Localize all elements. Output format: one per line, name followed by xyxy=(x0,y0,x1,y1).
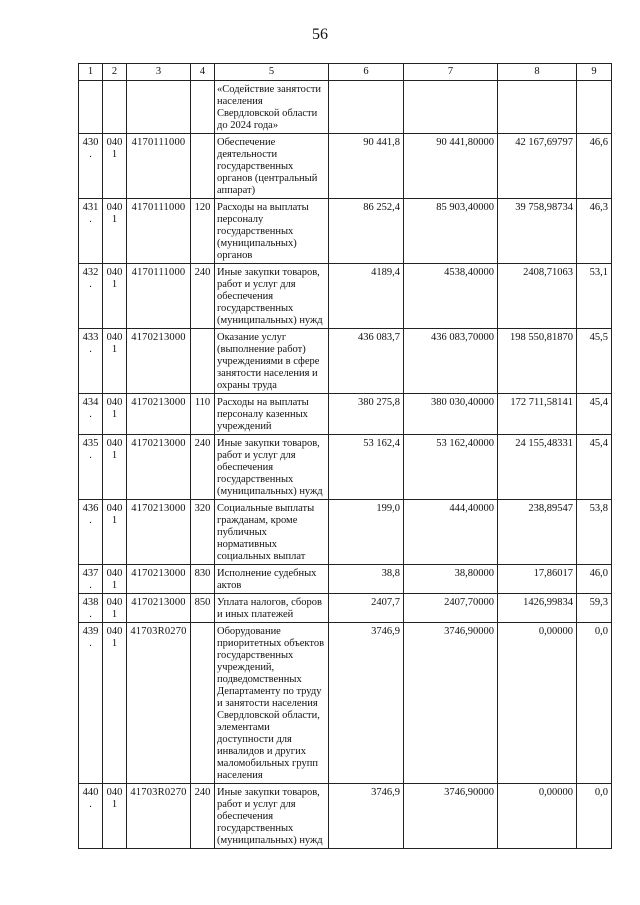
section-code-cell: 0401 xyxy=(103,199,127,264)
executed-amount-cell xyxy=(498,81,577,134)
execution-percent-cell: 53,8 xyxy=(577,500,612,565)
execution-percent-cell xyxy=(577,81,612,134)
approved-amount-cell: 199,0 xyxy=(329,500,404,565)
item-name-cell: Оборудование приоритетных объектов государственных учреждений, подведомственных Департаменту по труду и занятости населения Свердловской области, элементами доступности для инвалидов и других маломобильных групп населения xyxy=(215,623,329,784)
execution-percent-cell: 45,4 xyxy=(577,394,612,435)
item-name-cell: Иные закупки товаров, работ и услуг для обеспечения государственных (муниципальных) нужд xyxy=(215,435,329,500)
header-cell: 8 xyxy=(498,64,577,81)
header-cell: 6 xyxy=(329,64,404,81)
execution-percent-cell: 0,0 xyxy=(577,784,612,849)
row-number-cell: 430. xyxy=(79,134,103,199)
row-number-cell xyxy=(79,81,103,134)
row-number-cell: 439. xyxy=(79,623,103,784)
target-article-cell: 4170213000 xyxy=(127,435,191,500)
table-row xyxy=(79,565,612,594)
table-row xyxy=(79,264,612,329)
table-row xyxy=(79,594,612,623)
refined-amount-cell: 3746,90000 xyxy=(404,623,498,784)
row-number-cell: 440. xyxy=(79,784,103,849)
item-name-cell: Расходы на выплаты персоналу казенных учреждений xyxy=(215,394,329,435)
target-article-cell xyxy=(127,81,191,134)
item-name-cell: «Содействие занятости населения Свердловской области до 2024 года» xyxy=(215,81,329,134)
expense-type-cell: 240 xyxy=(191,435,215,500)
approved-amount-cell xyxy=(329,81,404,134)
section-code-cell: 0401 xyxy=(103,784,127,849)
expense-type-cell: 320 xyxy=(191,500,215,565)
execution-percent-cell: 45,5 xyxy=(577,329,612,394)
target-article-cell: 4170213000 xyxy=(127,329,191,394)
executed-amount-cell: 42 167,69797 xyxy=(498,134,577,199)
approved-amount-cell: 86 252,4 xyxy=(329,199,404,264)
approved-amount-cell: 4189,4 xyxy=(329,264,404,329)
approved-amount-cell: 3746,9 xyxy=(329,784,404,849)
section-code-cell: 0401 xyxy=(103,329,127,394)
header-cell: 7 xyxy=(404,64,498,81)
approved-amount-cell: 53 162,4 xyxy=(329,435,404,500)
refined-amount-cell: 53 162,40000 xyxy=(404,435,498,500)
table-body xyxy=(79,64,612,849)
section-code-cell: 0401 xyxy=(103,134,127,199)
executed-amount-cell: 0,00000 xyxy=(498,623,577,784)
expense-type-cell xyxy=(191,623,215,784)
page-number: 56 xyxy=(312,26,328,43)
header-cell: 2 xyxy=(103,64,127,81)
execution-percent-cell: 53,1 xyxy=(577,264,612,329)
item-name-cell: Иные закупки товаров, работ и услуг для обеспечения государственных (муниципальных) нужд xyxy=(215,784,329,849)
target-article-cell: 4170213000 xyxy=(127,565,191,594)
target-article-cell: 41703R0270 xyxy=(127,784,191,849)
executed-amount-cell: 1426,99834 xyxy=(498,594,577,623)
expense-type-cell xyxy=(191,329,215,394)
header-cell: 5 xyxy=(215,64,329,81)
execution-percent-cell: 45,4 xyxy=(577,435,612,500)
row-number-cell: 437. xyxy=(79,565,103,594)
target-article-cell: 4170111000 xyxy=(127,134,191,199)
refined-amount-cell: 3746,90000 xyxy=(404,784,498,849)
expense-type-cell: 850 xyxy=(191,594,215,623)
target-article-cell: 4170213000 xyxy=(127,500,191,565)
row-number-cell: 433. xyxy=(79,329,103,394)
refined-amount-cell xyxy=(404,81,498,134)
executed-amount-cell: 24 155,48331 xyxy=(498,435,577,500)
header-cell: 9 xyxy=(577,64,612,81)
section-code-cell xyxy=(103,81,127,134)
header-cell: 3 xyxy=(127,64,191,81)
target-article-cell: 4170213000 xyxy=(127,594,191,623)
section-code-cell: 0401 xyxy=(103,594,127,623)
table-row xyxy=(79,81,612,134)
section-code-cell: 0401 xyxy=(103,394,127,435)
refined-amount-cell: 436 083,70000 xyxy=(404,329,498,394)
expense-type-cell: 110 xyxy=(191,394,215,435)
executed-amount-cell: 0,00000 xyxy=(498,784,577,849)
row-number-cell: 434. xyxy=(79,394,103,435)
expense-type-cell: 240 xyxy=(191,784,215,849)
table-row xyxy=(79,500,612,565)
item-name-cell: Обеспечение деятельности государственных органов (центральный аппарат) xyxy=(215,134,329,199)
header-cell: 4 xyxy=(191,64,215,81)
approved-amount-cell: 3746,9 xyxy=(329,623,404,784)
refined-amount-cell: 4538,40000 xyxy=(404,264,498,329)
item-name-cell: Уплата налогов, сборов и иных платежей xyxy=(215,594,329,623)
refined-amount-cell: 85 903,40000 xyxy=(404,199,498,264)
executed-amount-cell: 198 550,81870 xyxy=(498,329,577,394)
row-number-cell: 431. xyxy=(79,199,103,264)
execution-percent-cell: 46,3 xyxy=(577,199,612,264)
table-row xyxy=(79,134,612,199)
section-code-cell: 0401 xyxy=(103,565,127,594)
refined-amount-cell: 380 030,40000 xyxy=(404,394,498,435)
target-article-cell: 4170111000 xyxy=(127,199,191,264)
refined-amount-cell: 38,80000 xyxy=(404,565,498,594)
table-row xyxy=(79,784,612,849)
approved-amount-cell: 380 275,8 xyxy=(329,394,404,435)
executed-amount-cell: 2408,71063 xyxy=(498,264,577,329)
executed-amount-cell: 238,89547 xyxy=(498,500,577,565)
executed-amount-cell: 17,86017 xyxy=(498,565,577,594)
target-article-cell: 4170213000 xyxy=(127,394,191,435)
row-number-cell: 436. xyxy=(79,500,103,565)
execution-percent-cell: 46,6 xyxy=(577,134,612,199)
expense-type-cell xyxy=(191,134,215,199)
section-code-cell: 0401 xyxy=(103,435,127,500)
refined-amount-cell: 2407,70000 xyxy=(404,594,498,623)
executed-amount-cell: 172 711,58141 xyxy=(498,394,577,435)
header-cell: 1 xyxy=(79,64,103,81)
approved-amount-cell: 2407,7 xyxy=(329,594,404,623)
item-name-cell: Оказание услуг (выполнение работ) учреждениями в сфере занятости населения и охраны труда xyxy=(215,329,329,394)
item-name-cell: Исполнение судебных актов xyxy=(215,565,329,594)
table-row xyxy=(79,199,612,264)
table-row xyxy=(79,623,612,784)
expense-type-cell xyxy=(191,81,215,134)
execution-percent-cell: 46,0 xyxy=(577,565,612,594)
section-code-cell: 0401 xyxy=(103,264,127,329)
approved-amount-cell: 38,8 xyxy=(329,565,404,594)
table-row xyxy=(79,435,612,500)
expense-type-cell: 240 xyxy=(191,264,215,329)
target-article-cell: 4170111000 xyxy=(127,264,191,329)
execution-percent-cell: 59,3 xyxy=(577,594,612,623)
row-number-cell: 432. xyxy=(79,264,103,329)
execution-percent-cell: 0,0 xyxy=(577,623,612,784)
item-name-cell: Иные закупки товаров, работ и услуг для обеспечения государственных (муниципальных) нужд xyxy=(215,264,329,329)
section-code-cell: 0401 xyxy=(103,623,127,784)
approved-amount-cell: 90 441,8 xyxy=(329,134,404,199)
section-code-cell: 0401 xyxy=(103,500,127,565)
expense-type-cell: 830 xyxy=(191,565,215,594)
approved-amount-cell: 436 083,7 xyxy=(329,329,404,394)
executed-amount-cell: 39 758,98734 xyxy=(498,199,577,264)
target-article-cell: 41703R0270 xyxy=(127,623,191,784)
refined-amount-cell: 444,40000 xyxy=(404,500,498,565)
item-name-cell: Социальные выплаты гражданам, кроме публичных нормативных социальных выплат xyxy=(215,500,329,565)
expense-type-cell: 120 xyxy=(191,199,215,264)
item-name-cell: Расходы на выплаты персоналу государственных (муниципальных) органов xyxy=(215,199,329,264)
table-row xyxy=(79,394,612,435)
table-row xyxy=(79,329,612,394)
table-header-row xyxy=(79,64,612,81)
row-number-cell: 435. xyxy=(79,435,103,500)
budget-table xyxy=(78,63,612,849)
row-number-cell: 438. xyxy=(79,594,103,623)
refined-amount-cell: 90 441,80000 xyxy=(404,134,498,199)
